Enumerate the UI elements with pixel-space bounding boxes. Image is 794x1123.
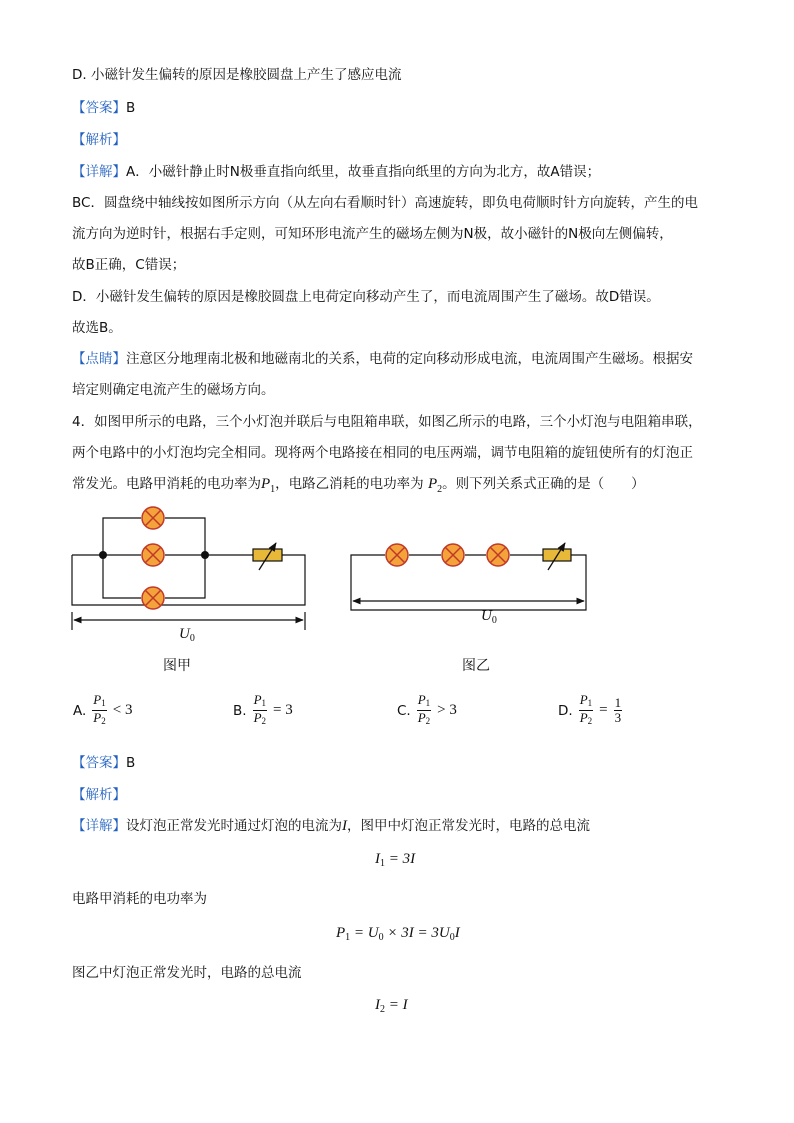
detail-line-bc2: 流方向为逆时针，根据右手定则，可知环形电流产生的磁场左侧为N极，故小磁针的N极向左侧偏转，	[72, 226, 673, 242]
detail-tag: 【详解】	[72, 164, 126, 180]
bulb-icon	[142, 507, 164, 529]
symbol-p1: $P_1$	[261, 476, 276, 495]
junction-dot-left	[99, 551, 107, 559]
equation-total-current-yi: $I_2 = I$	[375, 997, 408, 1015]
equation-total-current-jia: $I_1 = 3I$	[375, 851, 416, 869]
detail-text-a: A．小磁针静止时N极垂直指向纸里，故垂直指向纸里的方向为北方，故A错误；	[126, 164, 601, 180]
bulb-icon	[142, 544, 164, 566]
ratio-fraction: $\frac{P_1}{P_2}$	[253, 692, 267, 726]
comment-tag: 【点睛】	[72, 351, 126, 367]
analysis-tag-2: 【解析】	[72, 787, 126, 803]
bulb-icon	[442, 544, 464, 566]
detail-tag: 【详解】	[72, 818, 126, 834]
bulb-icon	[386, 544, 408, 566]
ratio-fraction: $\frac{P_1}{P_2}$	[579, 692, 593, 726]
option-c-relation: > 3	[437, 702, 457, 718]
rheostat-icon	[253, 543, 282, 570]
ratio-fraction: $\frac{P_1}{P_2}$	[93, 692, 106, 726]
detail-line-bc3: 故B正确，C错误；	[72, 257, 186, 273]
option-b-relation: = 3	[273, 702, 293, 718]
comment-text-1: 注意区分地理南北极和地磁南北的关系，电荷的定向移动形成电流，电流周围产生磁场。根据安	[126, 351, 693, 367]
ratio-fraction: $\frac{P_1}{P_2}$	[417, 692, 431, 726]
option-c	[397, 693, 457, 728]
q4-text-post: 则下列关系式正确的是（ ）	[455, 476, 645, 492]
choose-line: 故选B。	[72, 320, 122, 336]
bulb-icon	[487, 544, 509, 566]
answer-tag: 【答案】	[72, 100, 126, 116]
rheostat-icon	[543, 543, 571, 570]
answer-value: B	[126, 755, 136, 771]
one-third-fraction: $\frac{1}{3}$	[614, 695, 622, 725]
voltage-label-jia: $U_0$	[179, 626, 195, 644]
symbol-period: 。	[442, 476, 456, 492]
option-c-letter: C.	[397, 702, 411, 719]
option-a-letter: A.	[73, 702, 87, 719]
bulb-icon	[142, 587, 164, 609]
power-text-line: 电路甲消耗的电功率为	[72, 891, 207, 907]
symbol-p2: $P_2$	[427, 476, 443, 495]
option-b	[233, 693, 293, 728]
circuit-yi	[351, 555, 586, 610]
detail-line-d: D．小磁针发生偏转的原因是橡胶圆盘上电荷定向移动产生了，而电流周围产生了磁场。故D错误。	[72, 289, 660, 305]
q4-text-pre: 常发光。电路甲消耗的电功率为	[72, 476, 261, 492]
option-d-text: D. 小磁针发生偏转的原因是橡胶圆盘上产生了感应电流	[72, 67, 402, 83]
detail-line-2	[72, 816, 590, 836]
answer-line-2	[72, 753, 135, 773]
answer-value: B	[126, 100, 136, 116]
figure-caption-jia: 图甲	[163, 658, 191, 674]
bulbs	[142, 507, 509, 609]
comment-line-2: 培定则确定电流产生的磁场方向。	[72, 382, 275, 398]
option-d	[558, 693, 622, 728]
option-d-relation: =	[599, 702, 608, 718]
option-b-letter: B.	[233, 702, 247, 719]
q4-text-mid: ，电路乙消耗的电功率为	[275, 476, 424, 492]
option-a	[73, 693, 132, 728]
detail-line-bc1: BC．圆盘绕中轴线按如图所示方向（从左向右看顺时针）高速旋转，即负电荷顺时针方向旋转，产生的电	[72, 195, 698, 211]
answer-tag: 【答案】	[72, 755, 126, 771]
analysis-tag: 【解析】	[72, 132, 126, 148]
equation-power-jia: $P_1 = U_0 \times 3I = 3U_0I$	[336, 925, 460, 943]
figure-caption-yi: 图乙	[462, 658, 490, 674]
voltage-label-yi: $U_0$	[481, 608, 497, 626]
detail-text-pre: 设灯泡正常发光时通过灯泡的电流为	[126, 818, 342, 834]
option-a-relation: < 3	[112, 702, 133, 718]
question-4-line-2: 两个电路中的小灯泡均完全相同。现将两个电路接在相同的电压两端，调节电阻箱的旋钮使所有的灯泡正	[72, 445, 693, 461]
junction-dot-right	[201, 551, 209, 559]
yi-text-line: 图乙中灯泡正常发光时，电路的总电流	[72, 965, 302, 981]
symbol-i: I	[342, 818, 347, 834]
option-d-letter: D.	[558, 702, 573, 719]
question-4-line-1: 4．如图甲所示的电路，三个小灯泡并联后与电阻箱串联，如图乙所示的电路，三个小灯泡与电阻箱串联，	[72, 414, 702, 430]
circuit-jia	[72, 518, 305, 630]
detail-text-post: ，图甲中灯泡正常发光时，电路的总电流	[347, 818, 590, 834]
